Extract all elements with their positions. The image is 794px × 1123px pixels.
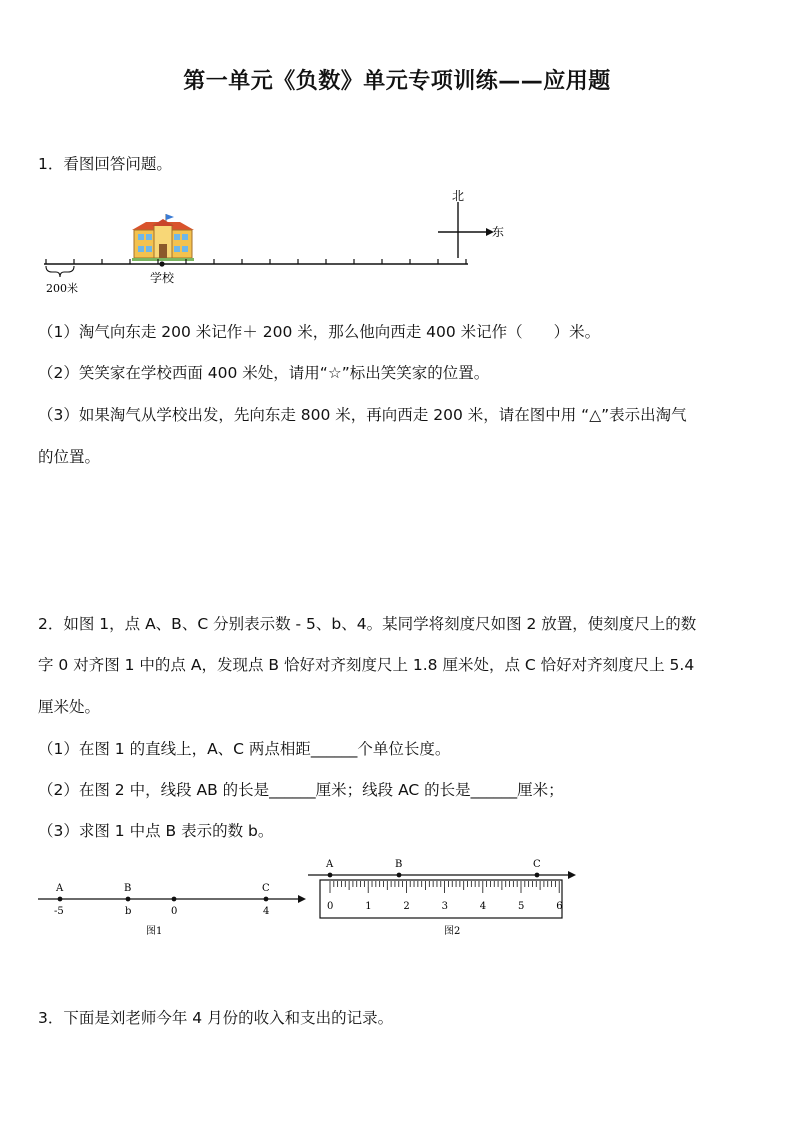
fig2-label-c: C (533, 859, 541, 870)
compass-north-label: 北 (452, 189, 465, 203)
fig1-point-0 (172, 897, 177, 902)
fig1-caption: 图1 (146, 926, 163, 937)
fig1-label-b: B (124, 883, 132, 894)
q3-heading: 3．下面是刘老师今年 4 月份的收入和支出的记录。 (38, 1009, 394, 1027)
q1-part2: （2）笑笑家在学校西面 400 米处，请用“☆”标出笑笑家的位置。 (38, 364, 490, 382)
fig2-label-a: A (326, 859, 334, 870)
scale-brace (46, 266, 74, 277)
ruler-tick-label: 4 (479, 901, 487, 912)
scale-label: 200米 (46, 282, 78, 295)
q1-ticks (46, 259, 466, 264)
school-point (159, 261, 164, 266)
q1-part1: （1）淘气向东走 200 米记作＋ 200 米，那么他向西走 400 米记作（ ）米。 (38, 323, 601, 341)
fig1-point-b (126, 897, 131, 902)
fig2-point-a (328, 873, 333, 878)
q1-number-line-figure (36, 186, 516, 301)
school-building-icon (132, 214, 194, 261)
fig1-point-c (264, 897, 269, 902)
q2-text-line3: 厘米处。 (38, 698, 101, 716)
fig1-value-0: 0 (171, 906, 178, 917)
fig2-label-b: B (395, 859, 403, 870)
fig2-point-b (397, 873, 402, 878)
ruler-tick-label: 0 (327, 901, 334, 912)
fig1-arrow-icon (298, 895, 306, 903)
page-title: 第一单元《负数》单元专项训练——应用题 (183, 69, 611, 94)
q2-figure1 (36, 876, 311, 940)
school-label: 学校 (150, 271, 175, 285)
fig1-value-c: 4 (263, 906, 270, 917)
fig2-caption: 图2 (444, 926, 461, 937)
q2-text-line2: 字 0 对齐图 1 中的点 A，发现点 B 恰好对齐刻度尺上 1.8 厘米处，点 C 恰好对齐刻度尺上 5.4 (38, 656, 695, 674)
fig1-label-a: A (56, 883, 64, 894)
ruler-tick-label: 5 (518, 901, 525, 912)
fig1-label-c: C (262, 883, 270, 894)
ruler-tick-label: 6 (556, 901, 563, 912)
ruler-tick-label: 2 (403, 901, 410, 912)
q1-part3-line1: （3）如果淘气从学校出发，先向东走 800 米，再向西走 200 米，请在图中用 “△”表示出淘气 (38, 406, 687, 424)
fig2-arrow-icon (568, 871, 576, 879)
q2-part1: （1）在图 1 的直线上，A、C 两点相距______个单位长度。 (38, 740, 451, 758)
ruler-tick-label: 1 (365, 901, 372, 912)
fig1-value-a: -5 (54, 906, 64, 917)
ruler-tick-label: 3 (441, 901, 448, 912)
compass-east-label: 东 (492, 225, 505, 239)
fig2-point-c (535, 873, 540, 878)
q1-heading: 1．看图回答问题。 (38, 155, 172, 173)
fig1-point-a (58, 897, 63, 902)
fig1-value-b: b (125, 906, 132, 917)
q2-figure2 (306, 854, 581, 944)
q1-part3-line2: 的位置。 (38, 448, 101, 466)
q2-part2: （2）在图 2 中，线段 AB 的长是______厘米；线段 AC 的长是______厘米； (38, 781, 564, 799)
q2-part3: （3）求图 1 中点 B 表示的数 b。 (38, 822, 274, 840)
q2-text-line1: 2．如图 1，点 A、B、C 分别表示数 - 5、b、4。某同学将刻度尺如图 2 放置，使刻度尺上的数 (38, 615, 697, 633)
